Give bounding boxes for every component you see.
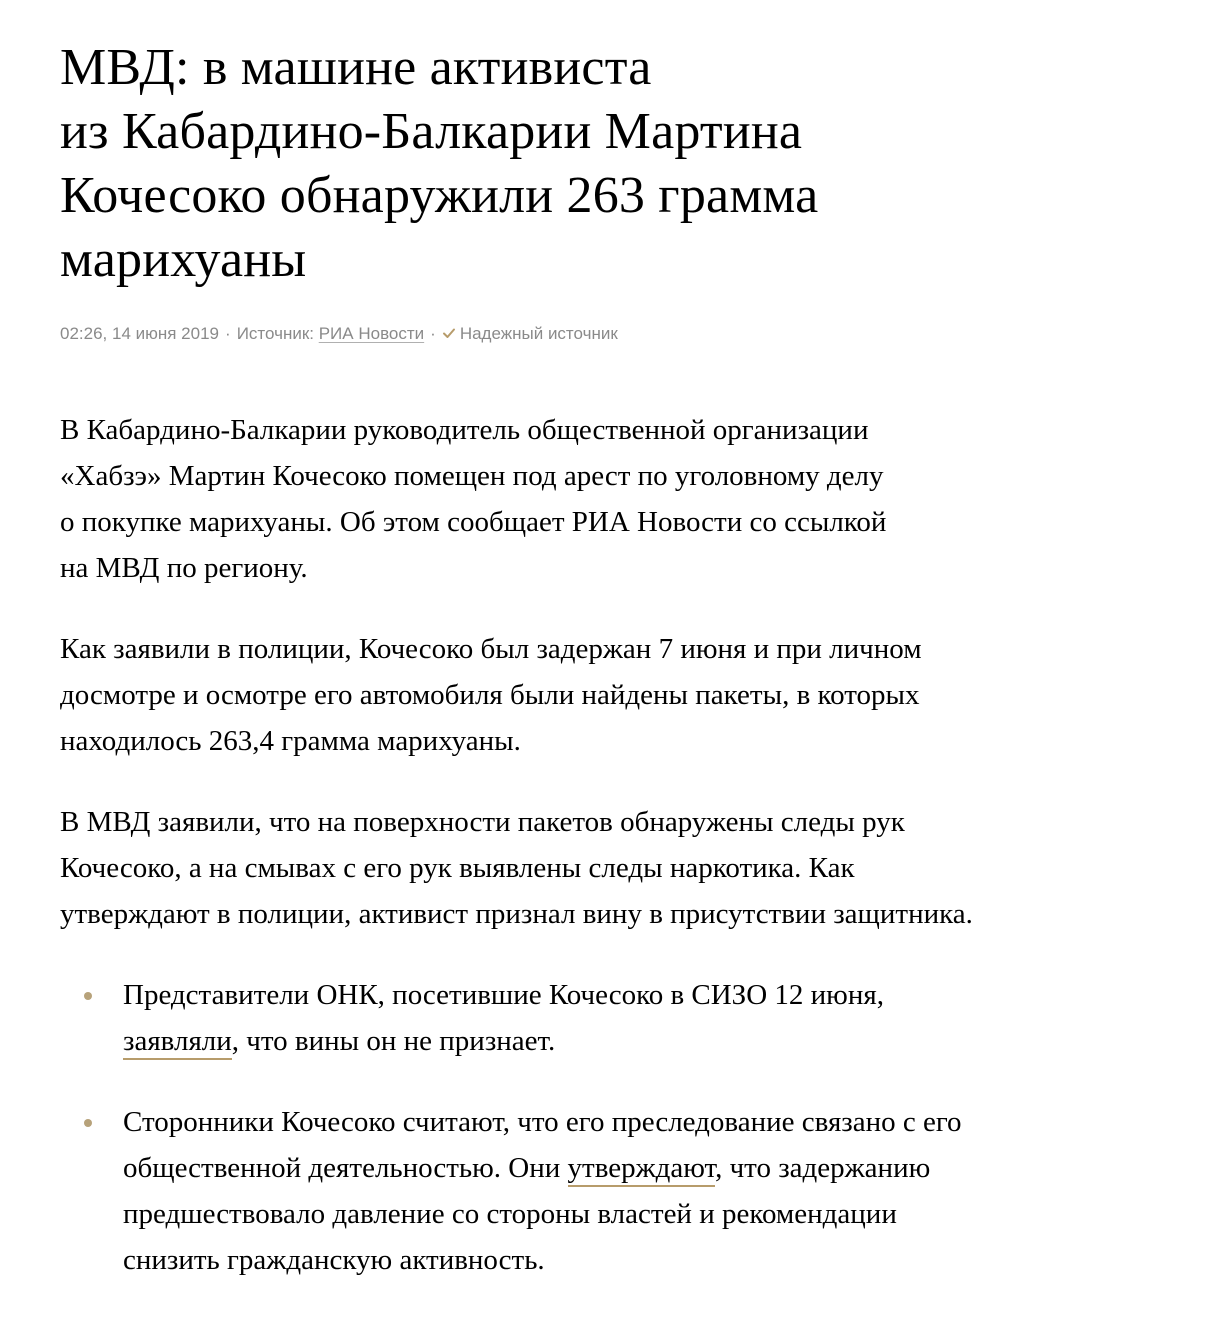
paragraph-line: В МВД заявили, что на поверхности пакетов обнаружены следы рук [60,806,905,838]
paragraph-line: «Хабзэ» Мартин Кочесоко помещен под арест по уголовному делу [60,460,884,492]
bullet-dot-icon [84,1119,92,1127]
link-zayavlyali[interactable]: заявляли [123,1025,232,1060]
paragraph-line: утверждают в полиции, активист признал вину в присутствии защитника. [60,898,973,930]
article-headline [60,36,1170,292]
headline-line: из Кабардино-Балкарии Мартина [60,103,803,160]
article-meta [60,322,1170,346]
publish-datetime: 02:26, 14 июня 2019 [60,324,220,343]
paragraph [60,799,1170,937]
news-article [60,36,1170,1318]
list-item [60,1099,1170,1283]
paragraph-line: находилось 263,4 грамма марихуаны. [60,725,521,757]
headline-line: МВД: в машине активиста [60,39,652,96]
list-item-line: снизить гражданскую активность. [123,1244,545,1276]
list-item-line [123,1145,1170,1191]
source-label: Источник: [236,324,314,343]
paragraph-line: о покупке марихуаны. Об этом сообщает РИА Новости со ссылкой [60,506,887,538]
list-item-line: Сторонники Кочесоко считают, что его преследование связано с его [123,1106,962,1138]
paragraph-line: Кочесоко, а на смывах с его рук выявлены следы наркотика. Как [60,852,855,884]
meta-separator: · [225,324,231,343]
meta-separator: · [430,324,436,343]
source-link[interactable]: РИА Новости [318,324,425,343]
list-item-line: предшествовало давление со стороны властей и рекомендации [123,1198,897,1230]
list-item-text: , что задержанию [715,1152,931,1184]
bullet-list [60,972,1170,1283]
article-body [60,407,1170,1283]
list-item-line: Представители ОНК, посетившие Кочесоко в СИЗО 12 июня, [123,979,884,1011]
paragraph-line: Как заявили в полиции, Кочесоко был задержан 7 июня и при личном [60,633,922,665]
list-item-line [123,1018,1170,1064]
trusted-source-label: Надежный источник [459,324,618,343]
list-item-text: общественной деятельностью. Они [123,1152,568,1184]
paragraph [60,407,1170,591]
paragraph-line: досмотре и осмотре его автомобиля были найдены пакеты, в которых [60,679,920,711]
check-icon [442,326,456,340]
list-item-text: , что вины он не признает. [231,1025,556,1057]
headline-line: Кочесоко обнаружили 263 грамма [60,167,819,224]
bullet-dot-icon [84,992,92,1000]
list-item [60,972,1170,1064]
link-utverzhdayut[interactable]: утверждают [568,1152,716,1187]
headline-line: марихуаны [60,231,307,288]
paragraph-line: В Кабардино-Балкарии руководитель общественной организации [60,414,869,446]
paragraph [60,626,1170,764]
paragraph-line: на МВД по региону. [60,552,308,584]
